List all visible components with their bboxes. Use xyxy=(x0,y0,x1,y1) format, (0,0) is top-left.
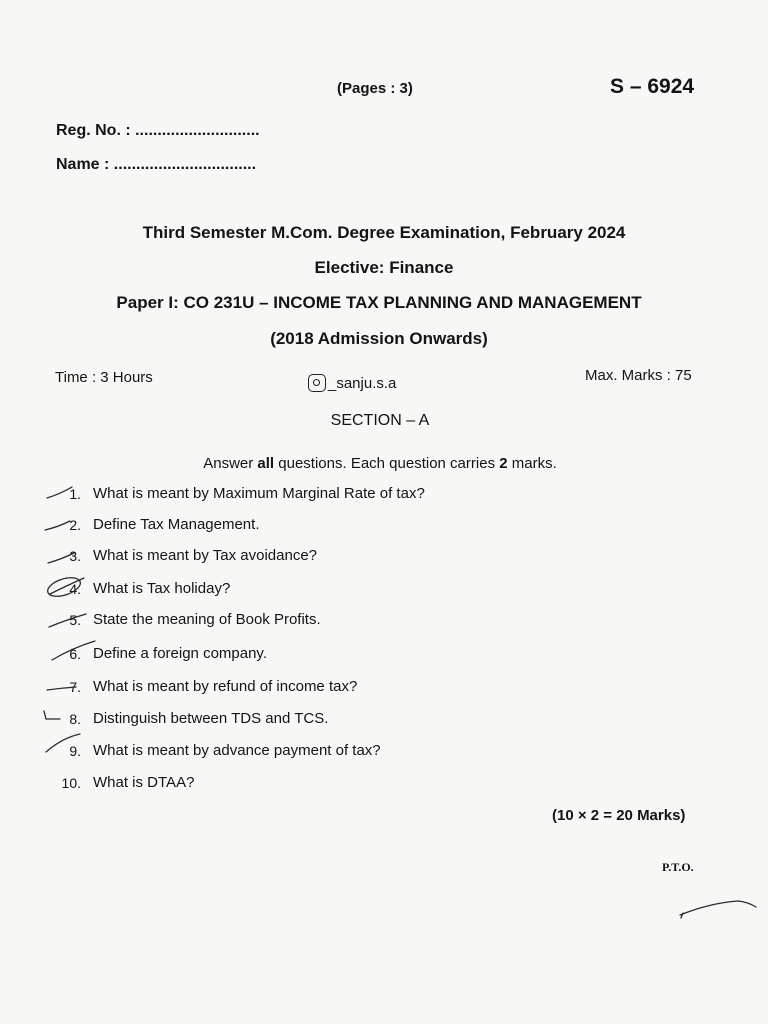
question-number: 2. xyxy=(69,517,81,533)
question-number: 9. xyxy=(69,743,81,759)
question-text: What is meant by Maximum Marginal Rate of tax? xyxy=(93,485,425,502)
question-text: What is DTAA? xyxy=(93,774,195,791)
instruction-all: all xyxy=(257,455,275,472)
question-number: 5. xyxy=(69,612,81,628)
question-number: 3. xyxy=(69,548,81,564)
section-instruction: Answer all questions. Each question carries 2 marks. xyxy=(203,455,557,472)
reg-no-field: Reg. No. : ............................ xyxy=(56,122,260,139)
question-number: 4. xyxy=(69,581,81,597)
question-text: What is meant by refund of income tax? xyxy=(93,678,358,695)
question-text: What is meant by Tax avoidance? xyxy=(93,547,318,564)
question-text: Distinguish between TDS and TCS. xyxy=(93,710,329,727)
paper-title: Paper I: CO 231U – INCOME TAX PLANNING AND MANAGEMENT xyxy=(116,293,642,312)
question-text: What is meant by advance payment of tax? xyxy=(93,742,381,759)
instruction-marks: 2 xyxy=(499,455,508,472)
elective-title: Elective: Finance xyxy=(314,258,454,277)
question-number: 7. xyxy=(69,679,81,695)
admission-note: (2018 Admission Onwards) xyxy=(270,329,488,348)
pto-note: P.T.O. xyxy=(662,860,694,874)
question-text: What is Tax holiday? xyxy=(93,580,231,597)
question-number: 8. xyxy=(69,711,81,727)
paper-code: S – 6924 xyxy=(610,75,695,98)
name-field: Name : ................................ xyxy=(56,156,257,173)
watermark-handle-text: _sanju.s.a xyxy=(328,374,397,392)
marks-summary: (10 × 2 = 20 Marks) xyxy=(552,807,686,824)
question-number: 10. xyxy=(61,775,81,791)
question-text: State the meaning of Book Profits. xyxy=(93,611,321,628)
exam-title: Third Semester M.Com. Degree Examination, February 2024 xyxy=(142,223,626,242)
question-number: 6. xyxy=(69,646,81,662)
question-text: Define a foreign company. xyxy=(93,645,267,662)
exam-time: Time : 3 Hours xyxy=(55,369,153,386)
question-number: 1. xyxy=(69,486,81,502)
max-marks: Max. Marks : 75 xyxy=(585,367,692,384)
section-title: SECTION – A xyxy=(330,412,430,429)
page-count: (Pages : 3) xyxy=(337,80,413,97)
question-text: Define Tax Management. xyxy=(93,516,260,533)
